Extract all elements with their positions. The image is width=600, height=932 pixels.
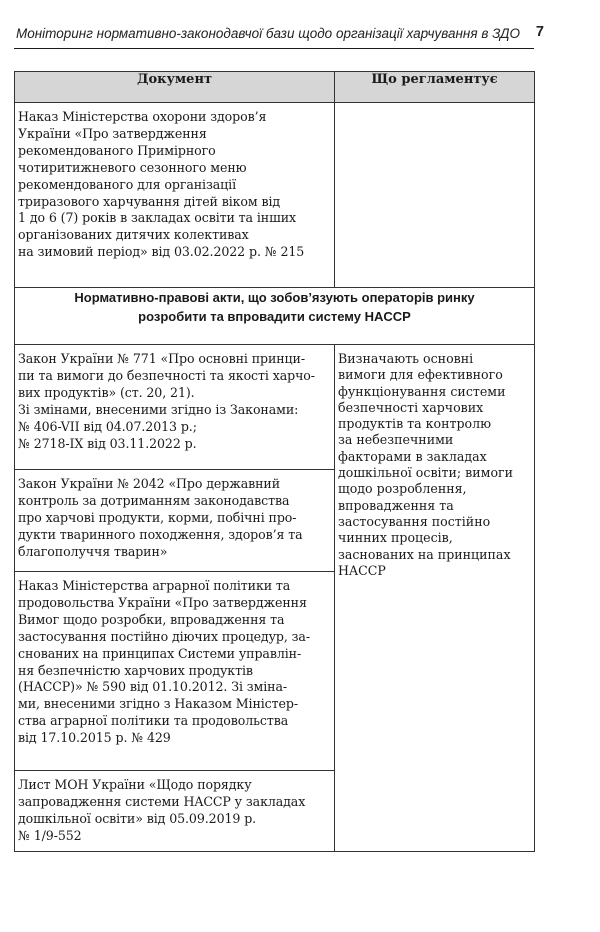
document-line: (HACCP)» № 590 від 01.10.2012. Зі зміна- — [18, 679, 288, 695]
regulates-line: HACCP — [338, 562, 386, 578]
regulates-line: дошкільної освіти; вимоги — [338, 465, 514, 481]
running-header — [14, 22, 544, 49]
regulates-cell-empty — [335, 103, 535, 288]
regulates-line: щодо розроблення, — [338, 481, 467, 497]
section-heading-line: розробити та впровадити систему HACCP — [138, 309, 411, 324]
document-line: благополуччя тварин» — [18, 543, 168, 559]
document-line: № 1/9-552 — [18, 827, 82, 843]
document-line: № 2718-IX від 03.11.2022 р. — [18, 435, 197, 451]
document-line: рекомендованого для організації — [18, 176, 237, 192]
document-line: ства аграрної політики та продовольства — [18, 713, 289, 729]
document-line: снованих на принципах Системи управлін- — [18, 645, 302, 661]
section-heading — [15, 288, 535, 345]
regulates-line: безпечності харчових — [338, 399, 484, 415]
regulates-line: впровадження та — [338, 497, 454, 513]
document-line: про харчові продукти, корми, побічні про- — [18, 509, 297, 525]
document-line: Вимог щодо розробки, впровадження та — [18, 611, 285, 627]
document-line: вих продуктів» (ст. 20, 21). — [18, 384, 195, 400]
document-line: чотиритижневого сезонного меню — [18, 159, 247, 175]
document-line: від 17.10.2015 р. № 429 — [18, 730, 171, 746]
regulates-line: застосування постійно — [338, 513, 491, 529]
document-line: № 406-VII від 04.07.2013 р.; — [18, 418, 197, 434]
document-line: Наказ Міністерства охорони здоров’я — [18, 109, 267, 124]
regulates-line: Визначають основні — [338, 351, 474, 366]
regulates-cell — [335, 345, 535, 852]
document-line: триразового харчування дітей віком від — [18, 193, 281, 209]
document-cell — [15, 572, 335, 771]
document-line: ня безпечністю харчових продуктів — [18, 662, 253, 678]
document-line: 1 до 6 (7) років в закладах освіти та інших — [18, 210, 296, 226]
document-line: Лист МОН України «Щодо порядку — [18, 777, 252, 792]
document-line: рекомендованого Примірного — [18, 142, 216, 158]
regulates-line: чинних процесів, — [338, 530, 453, 546]
document-cell — [15, 103, 335, 288]
document-line: пи та вимоги до безпечності та якості харчо- — [18, 367, 315, 383]
column-header-document: Документ — [15, 72, 335, 103]
regulates-line: заснованих на принципах — [338, 546, 511, 562]
document-line: застосування постійно діючих процедур, за- — [18, 628, 310, 644]
table-row — [15, 345, 535, 470]
section-heading-line: Нормативно-правові акти, що зобов’язують операторів ринку — [74, 290, 475, 305]
document-line: Зі змінами, внесеними згідно із Законами: — [18, 401, 299, 417]
document-line: Закон України № 771 «Про основні принци- — [18, 351, 305, 366]
document-line: організованих дитячих колективах — [18, 227, 249, 243]
document-cell — [15, 771, 335, 852]
page-number: 7 — [535, 24, 544, 40]
regulates-line: факторами в закладах — [338, 448, 487, 464]
document-cell — [15, 345, 335, 470]
document-line: Наказ Міністерства аграрної політики та — [18, 578, 291, 593]
section-heading-row — [15, 288, 535, 345]
running-title: Моніторинг нормативно-законодавчої бази щодо організації харчування в ЗДО — [16, 26, 520, 41]
regulates-line: вимоги для ефективного — [338, 367, 503, 383]
document-line: дошкільної освіти» від 05.09.2019 р. — [18, 810, 257, 826]
document-line: на зимовий період» від 03.02.2022 р. № 215 — [18, 244, 305, 260]
document-cell — [15, 470, 335, 572]
document-line: Закон України № 2042 «Про державний — [18, 476, 281, 491]
regulations-table — [14, 71, 535, 852]
regulates-line: за небезпечними — [338, 432, 454, 448]
table-row — [15, 103, 535, 288]
document-line: запровадження системи HACCP у закладах — [18, 793, 306, 809]
regulates-line: продуктів та контролю — [338, 416, 492, 432]
document-line: України «Про затвердження — [18, 125, 207, 141]
document-line: ми, внесеними згідно з Наказом Міністер- — [18, 696, 298, 712]
column-header-regulates: Що регламентує — [335, 72, 535, 103]
document-line: контроль за дотриманням законодавства — [18, 492, 290, 508]
document-line: дукти тваринного походження, здоров’я та — [18, 526, 303, 542]
regulates-line: функціонування системи — [338, 383, 506, 399]
document-line: продовольства України «Про затвердження — [18, 594, 307, 610]
